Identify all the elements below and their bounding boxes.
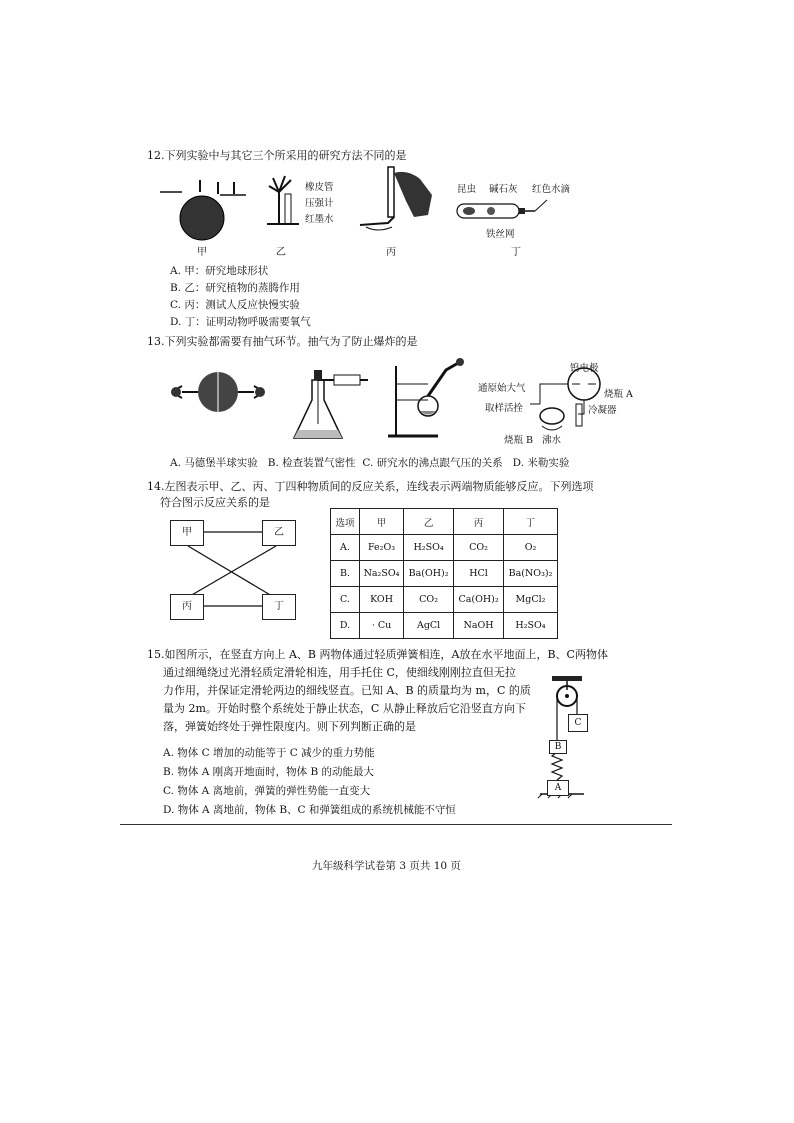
table-header-cell: 丙 — [454, 509, 504, 535]
label-sampling-valve: 取样活拴 — [485, 403, 524, 414]
table-header-row — [331, 509, 558, 535]
page-footer: 九年级科学试卷第 3 页共 10 页 — [312, 860, 461, 872]
table-cell: NaOH — [454, 613, 504, 639]
table-cell: C. — [331, 587, 360, 613]
table-header-cell: 甲 — [359, 509, 403, 535]
q14-stem-line1: 14.左图表示甲、乙、丙、丁四种物质间的反应关系，连线表示两端物质能够反应。下列选项 — [147, 480, 594, 493]
q15-stem-line3: 力作用，并保证定滑轮两边的细线竖直。已知 A、B 的质量均为 m，C 的质 — [163, 684, 531, 697]
table-cell: CO₂ — [404, 587, 454, 613]
box-jia: 甲 — [170, 520, 204, 546]
table-cell: Ba(OH)₂ — [404, 561, 454, 587]
label-boiling-water: 沸水 — [542, 435, 562, 446]
label-soda-lime: 碱石灰 — [489, 184, 518, 195]
table-header-cell: 丁 — [504, 509, 558, 535]
q12-option-d[interactable]: D. 丁：证明动物呼吸需要氧气 — [170, 316, 311, 328]
q14-option-table — [330, 508, 558, 639]
table-cell: · Cu — [359, 613, 403, 639]
fig-label-jia: 甲 — [197, 247, 207, 258]
q15-option-c[interactable]: C. 物体 A 离地前，弹簧的弹性势能一直变大 — [163, 785, 371, 797]
table-cell: H₂SO₄ — [504, 613, 558, 639]
magdeburg-figure — [168, 368, 268, 418]
table-cell: B. — [331, 561, 360, 587]
table-cell: CO₂ — [454, 535, 504, 561]
table-header-cell: 乙 — [404, 509, 454, 535]
table-cell: Ba(NO₃)₂ — [504, 561, 558, 587]
table-header-cell: 选项 — [331, 509, 360, 535]
table-cell: MgCl₂ — [504, 587, 558, 613]
fig-label-yi: 乙 — [276, 247, 286, 258]
q12-option-a[interactable]: A. 甲：研究地球形状 — [170, 265, 269, 277]
q13-stem: 13.下列实验都需要有抽气环节。抽气为了防止爆炸的是 — [147, 335, 418, 348]
q13-options[interactable]: A. 马德堡半球实验 B. 检查装置气密性 C. 研究水的沸点跟气压的关系 D. 米勒实验 — [170, 457, 570, 469]
box-bing: 丙 — [170, 594, 204, 620]
label-red-drop: 红色水滴 — [532, 184, 571, 195]
table-row[interactable] — [331, 561, 558, 587]
q15-stem-line5: 落，弹簧始终处于弹性限度内。则下列判断正确的是 — [163, 720, 416, 733]
table-cell: D. — [331, 613, 360, 639]
label-flask-a: 烧瓶 A — [604, 389, 633, 400]
airtight-check-figure — [290, 360, 370, 444]
block-b: B — [549, 740, 567, 754]
q15-option-b[interactable]: B. 物体 A 刚离开地面时，物体 B 的动能最大 — [163, 766, 375, 778]
table-cell: A. — [331, 535, 360, 561]
q15-stem-line4: 量为 2m。开始时整个系统处于静止状态，C 从静止释放后它沿竖直方向下 — [163, 702, 526, 715]
table-row[interactable] — [331, 587, 558, 613]
block-a: A — [547, 780, 569, 796]
label-primitive-atmosphere: 通原始大气 — [478, 383, 526, 394]
table-cell: HCl — [454, 561, 504, 587]
box-ding: 丁 — [262, 594, 296, 620]
plant-transpiration-figure — [265, 172, 305, 232]
block-c: C — [568, 714, 588, 732]
label-wire-mesh: 铁丝网 — [486, 229, 515, 240]
label-red-ink: 红墨水 — [305, 214, 334, 225]
q15-option-d[interactable]: D. 物体 A 离地前，物体 B、C 和弹簧组成的系统机械能不守恒 — [163, 804, 456, 816]
q14-stem-line2: 符合图示反应关系的是 — [160, 496, 270, 509]
label-condenser: 冷凝器 — [588, 405, 617, 416]
label-manometer: 压强计 — [305, 198, 334, 209]
q15-stem-line2: 通过细绳绕过光滑轻质定滑轮相连，用手托住 C，使细线刚刚拉直但无拉 — [163, 666, 516, 679]
q12-option-c[interactable]: C. 丙：测试人反应快慢实验 — [170, 299, 300, 311]
earth-shape-figure — [160, 178, 250, 238]
q12-option-b[interactable]: B. 乙：研究植物的蒸腾作用 — [170, 282, 300, 294]
table-cell: KOH — [359, 587, 403, 613]
table-cell: AgCl — [404, 613, 454, 639]
label-flask-b: 烧瓶 B — [504, 435, 534, 446]
table-cell: H₂SO₄ — [404, 535, 454, 561]
table-row[interactable] — [331, 613, 558, 639]
label-tungsten-electrode: 钨电极 — [570, 363, 599, 374]
fig-label-ding: 丁 — [511, 247, 521, 258]
label-rubber-tube: 橡皮管 — [305, 182, 334, 193]
reaction-time-figure — [358, 165, 438, 237]
table-cell: Na₂SO₄ — [359, 561, 403, 587]
respiration-tube-figure — [455, 196, 565, 226]
box-yi: 乙 — [262, 520, 296, 546]
q12-stem: 12.下列实验中与其它三个所采用的研究方法不同的是 — [147, 149, 407, 162]
boiling-point-figure — [388, 356, 470, 442]
fig-label-bing: 丙 — [386, 247, 396, 258]
q15-option-a[interactable]: A. 物体 C 增加的动能等于 C 减少的重力势能 — [163, 747, 375, 759]
table-cell: Ca(OH)₂ — [454, 587, 504, 613]
table-row[interactable] — [331, 535, 558, 561]
q15-stem-line1: 15.如图所示，在竖直方向上 A、B 两物体通过轻质弹簧相连，A放在水平地面上，B、C两物体 — [147, 648, 608, 661]
miller-apparatus-figure — [520, 364, 610, 434]
page-divider — [120, 824, 672, 825]
table-cell: Fe₂O₃ — [359, 535, 403, 561]
table-cell: O₂ — [504, 535, 558, 561]
label-insect: 昆虫 — [457, 184, 477, 195]
